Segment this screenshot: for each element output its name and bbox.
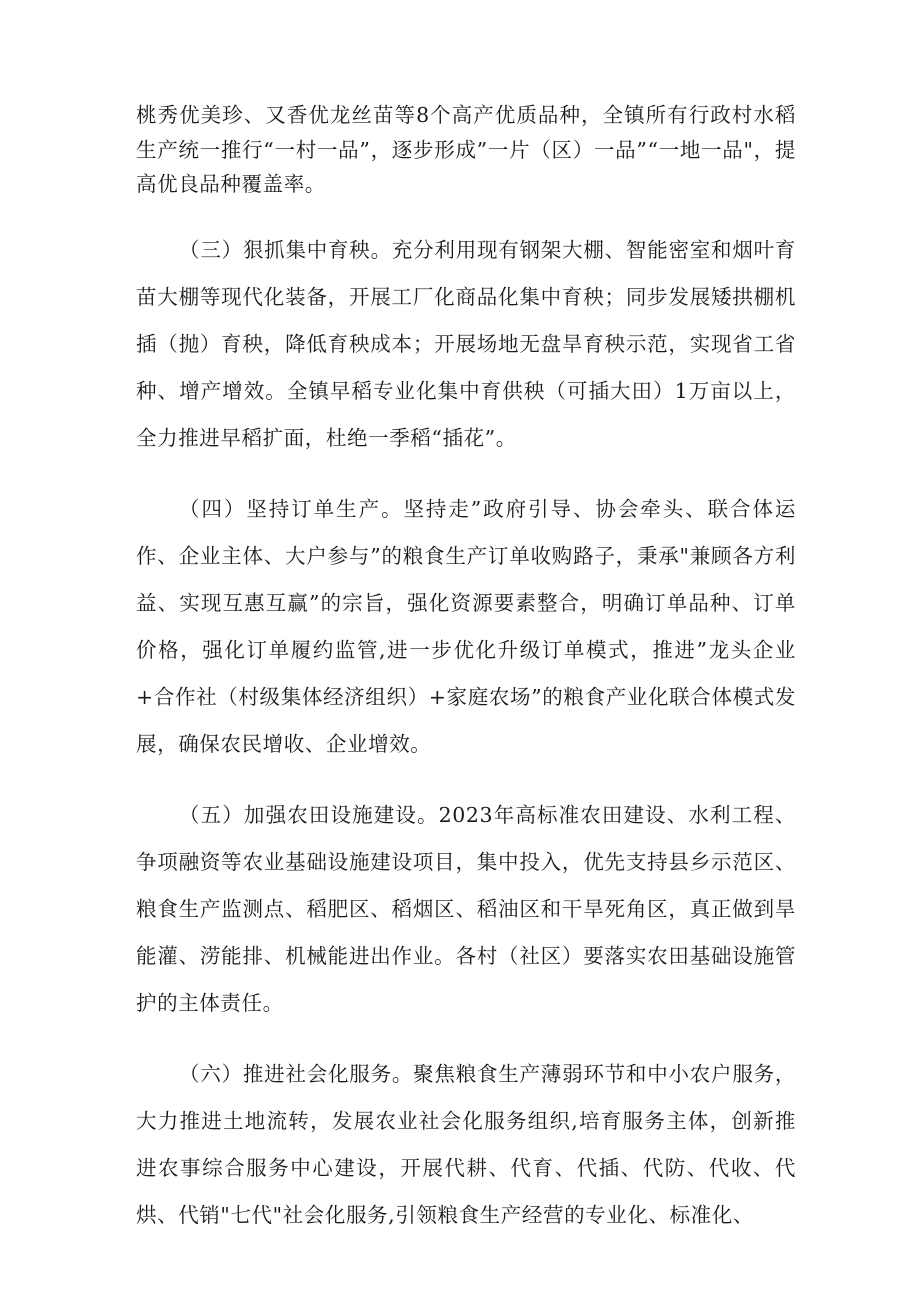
paragraph-farmland-facilities: （五）加强农田设施建设。2023年高标准农田建设、水利工程、争项融资等农业基础设施建设项目，集中投入，优先支持县乡示范区、粮食生产监测点、稻肥区、稻烟区、稻油区和干旱死角区，真正做到旱能灌、涝能排、机械能进出作业。各村（社区）要落实农田基础设施管护的主体责任。 [136,802,796,1015]
paragraph-seedling-raising: （三）狠抓集中育秧。充分利用现有钢架大棚、智能密室和烟叶育苗大棚等现代化装备，开展工厂化商品化集中育秧；同步发展矮拱棚机插（抛）育秧，降低育秧成本；开展场地无盘旱育秧示范，实现省工省种、增产增效。全镇早稻专业化集中育供秧（可插大田）1万亩以上，全力推进早稻扩面，杜绝一季稻“插花”。 [136,237,796,450]
paragraph-order-production: （四）坚持订单生产。坚持走”政府引导、协会牵头、联合体运作、企业主体、大户参与”的粮食生产订单收购路子，秉承"兼顾各方利益、实现互惠互赢”的宗旨，强化资源要素整合，明确订单品种、订单价格，强化订单履约监管,进一步优化升级订单模式，推进”龙头企业+合作社（村级集体经济组织）+家庭农场”的粮食产业化联合体模式发展，确保农民增收、企业增效。 [136,496,796,756]
document-body [136,98,796,1263]
paragraph-varieties: 桃秀优美珍、又香优龙丝苗等8个高产优质品种，全镇所有行政村水稻生产统一推行“一村一品”，逐步形成”一片（区）一品”“一地一品"，提高优良品种覆盖率。 [136,103,796,196]
paragraph-socialized-services: （六）推进社会化服务。聚焦粮食生产薄弱环节和中小农户服务，大力推进土地流转，发展农业社会化服务组织,培育服务主体，创新推进农事综合服务中心建设，开展代耕、代育、代插、代防、代收、代烘、代销"七代"社会化服务,引领粮食生产经营的专业化、标准化、 [136,1061,796,1227]
